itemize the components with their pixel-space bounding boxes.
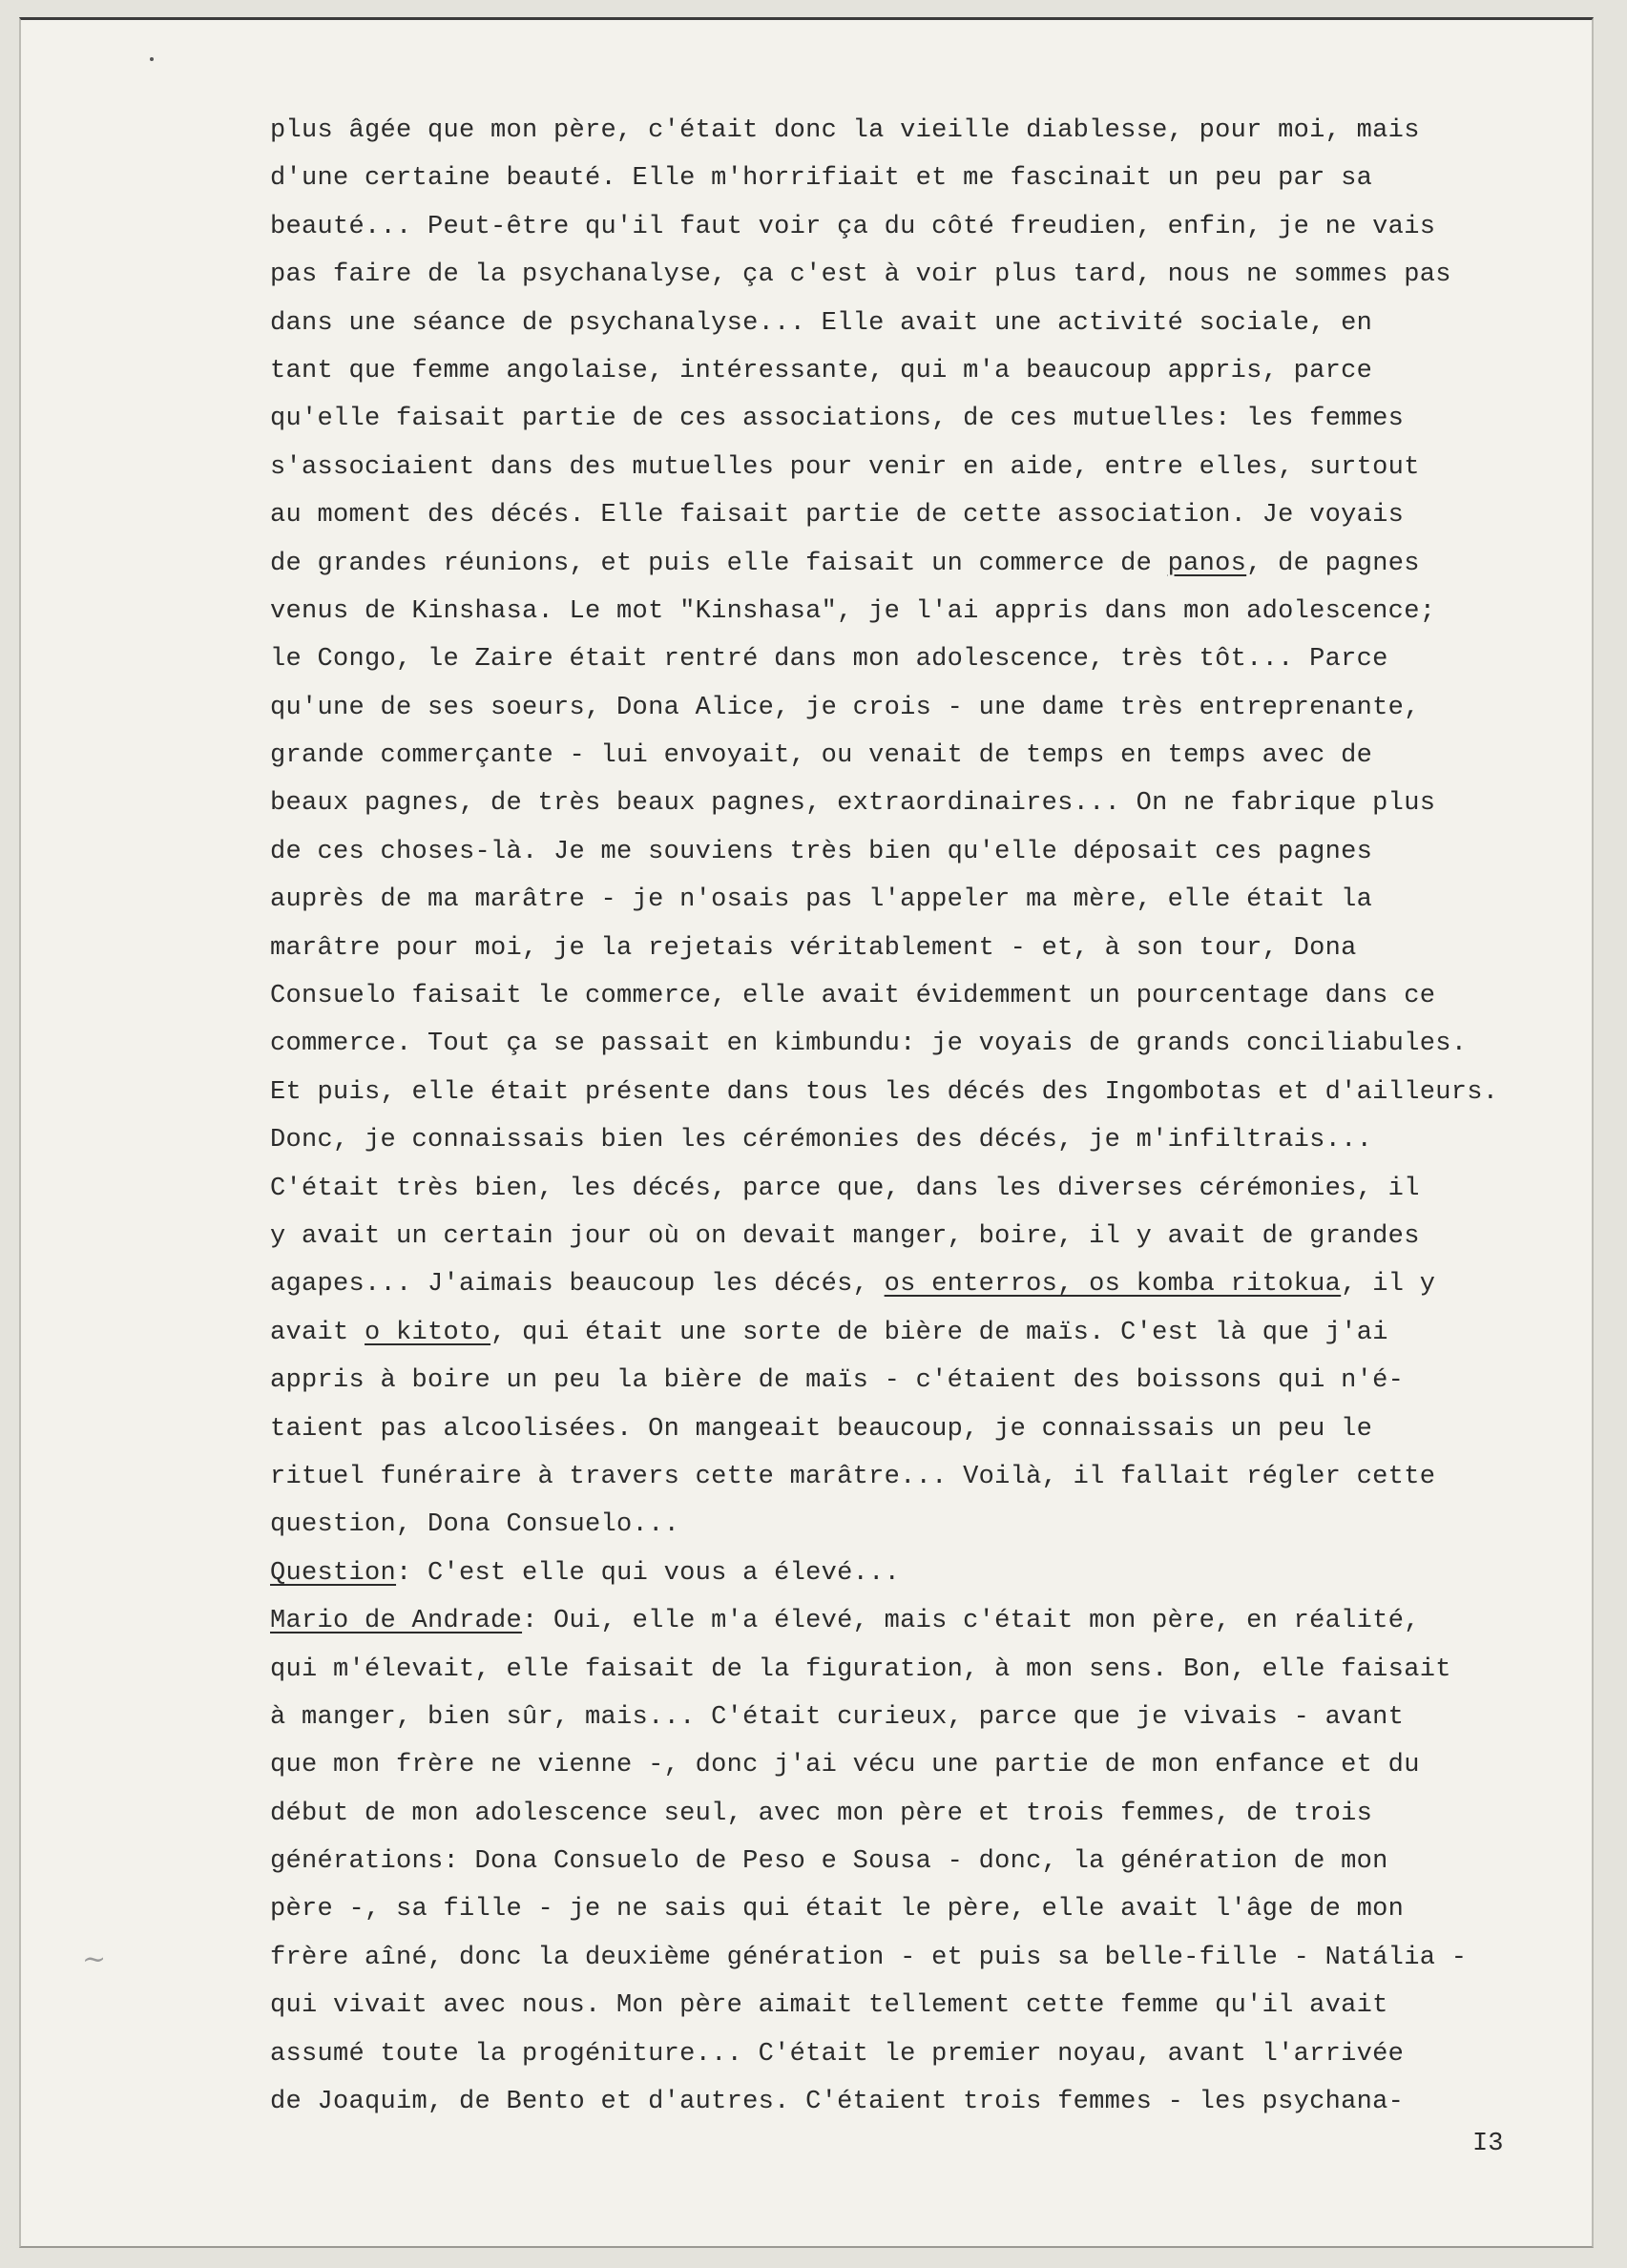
- text-line: appris à boire un peu la bière de maïs - c'étaient des boissons qui n'é-: [270, 1366, 1405, 1396]
- text-line: le Congo, le Zaire était rentré dans mon adolescence, très tôt... Parce: [270, 645, 1388, 675]
- text-line: question, Dona Consuelo...: [270, 1510, 680, 1540]
- text-line: taient pas alcoolisées. On mangeait beaucoup, je connaissais un peu le: [270, 1414, 1373, 1444]
- pencil-mark: ~: [82, 1943, 107, 1976]
- text-line: début de mon adolescence seul, avec mon père et trois femmes, de trois: [270, 1799, 1373, 1828]
- text-line: qui m'élevait, elle faisait de la figuration, à mon sens. Bon, elle faisait: [270, 1654, 1451, 1684]
- text-line: à manger, bien sûr, mais... C'était curieux, parce que je vivais - avant: [270, 1702, 1405, 1732]
- text-fragment: , de pagnes: [1246, 549, 1420, 578]
- text-line: marâtre pour moi, je la rejetais véritablement - et, à son tour, Dona: [270, 933, 1357, 963]
- answer-text: : Oui, elle m'a élevé, mais c'était mon père, en réalité,: [522, 1607, 1420, 1636]
- text-line: [270, 540, 1587, 588]
- text-line: qui vivait avec nous. Mon père aimait tellement cette femme qu'il avait: [270, 1991, 1388, 2021]
- text-line: auprès de ma marâtre - je n'osais pas l'appeler ma mère, elle était la: [270, 885, 1373, 915]
- typewritten-text-body: [270, 107, 1587, 2126]
- text-line: rituel funéraire à travers cette marâtre... Voilà, il fallait régler cette: [270, 1462, 1436, 1491]
- text-line: père -, sa fille - je ne sais qui était le père, elle avait l'âge de mon: [270, 1895, 1405, 1925]
- text-line: Consuelo faisait le commerce, elle avait évidemment un pourcentage dans ce: [270, 982, 1436, 1011]
- text-line: d'une certaine beauté. Elle m'horrifiait et me fascinait un peu par sa: [270, 164, 1373, 194]
- text-line: assumé toute la progéniture... C'était le premier noyau, avant l'arrivée: [270, 2039, 1405, 2069]
- text-fragment: de grandes réunions, et puis elle faisait un commerce de: [270, 549, 1168, 578]
- ink-speck: [150, 57, 154, 61]
- text-line: commerce. Tout ça se passait en kimbundu: je voyais de grands conciliabules.: [270, 1030, 1468, 1059]
- text-line: C'était très bien, les décés, parce que, dans les diverses cérémonies, il: [270, 1174, 1420, 1203]
- question-speaker-label: Question: [270, 1558, 397, 1588]
- text-line: frère aîné, donc la deuxième génération - et puis sa belle-fille - Natália -: [270, 1943, 1468, 1972]
- text-line: Donc, je connaissais bien les cérémonies des décés, je m'infiltrais...: [270, 1126, 1373, 1155]
- text-line: Et puis, elle était présente dans tous les décés des Ingombotas et d'ailleurs.: [270, 1077, 1499, 1107]
- answer-first-line: [270, 1597, 1587, 1645]
- text-line: y avait un certain jour où on devait manger, boire, il y avait de grandes: [270, 1221, 1420, 1251]
- text-line: tant que femme angolaise, intéressante, qui m'a beaucoup appris, parce: [270, 356, 1373, 385]
- underlined-term-o-kitoto: o kitoto: [365, 1318, 491, 1347]
- text-line: grande commerçante - lui envoyait, ou venait de temps en temps avec de: [270, 741, 1373, 771]
- text-line: au moment des décés. Elle faisait partie de cette association. Je voyais: [270, 501, 1405, 531]
- answer-speaker-label: Mario de Andrade: [270, 1607, 523, 1636]
- text-fragment: agapes... J'aimais beaucoup les décés,: [270, 1270, 885, 1300]
- question-line: [270, 1550, 1587, 1597]
- text-fragment: , qui était une sorte de bière de maïs. C'est là que j'ai: [490, 1318, 1388, 1347]
- text-line: plus âgée que mon père, c'était donc la vieille diablesse, pour moi, mais: [270, 116, 1420, 145]
- text-fragment: , il y: [1341, 1270, 1436, 1300]
- text-line: s'associaient dans des mutuelles pour venir en aide, entre elles, surtout: [270, 452, 1420, 482]
- underlined-term-panos: panos: [1167, 549, 1247, 578]
- text-line: que mon frère ne vienne -, donc j'ai vécu une partie de mon enfance et du: [270, 1751, 1420, 1780]
- text-fragment: avait: [270, 1318, 365, 1347]
- text-line: beauté... Peut-être qu'il faut voir ça du côté freudien, enfin, je ne vais: [270, 212, 1436, 241]
- text-line: [270, 1260, 1587, 1308]
- underlined-term-os-enterros: os enterros, os komba ritokua: [884, 1270, 1342, 1300]
- text-line: générations: Dona Consuelo de Peso e Sousa - donc, la génération de mon: [270, 1847, 1388, 1877]
- page-number: I3: [1472, 2130, 1504, 2158]
- text-line: qu'une de ses soeurs, Dona Alice, je crois - une dame très entreprenante,: [270, 693, 1420, 722]
- text-line: venus de Kinshasa. Le mot "Kinshasa", je l'ai appris dans mon adolescence;: [270, 596, 1436, 626]
- text-line: [270, 1309, 1587, 1357]
- text-line: de ces choses-là. Je me souviens très bien qu'elle déposait ces pagnes: [270, 837, 1373, 866]
- text-line: pas faire de la psychanalyse, ça c'est à voir plus tard, nous ne sommes pas: [270, 260, 1451, 290]
- text-line: qu'elle faisait partie de ces associations, de ces mutuelles: les femmes: [270, 405, 1405, 434]
- text-line: beaux pagnes, de très beaux pagnes, extraordinaires... On ne fabrique plus: [270, 789, 1436, 819]
- text-line: de Joaquim, de Bento et d'autres. C'étaient trois femmes - les psychana-: [270, 2088, 1405, 2117]
- question-text: : C'est elle qui vous a élevé...: [396, 1558, 901, 1588]
- text-line: dans une séance de psychanalyse... Elle avait une activité sociale, en: [270, 308, 1373, 338]
